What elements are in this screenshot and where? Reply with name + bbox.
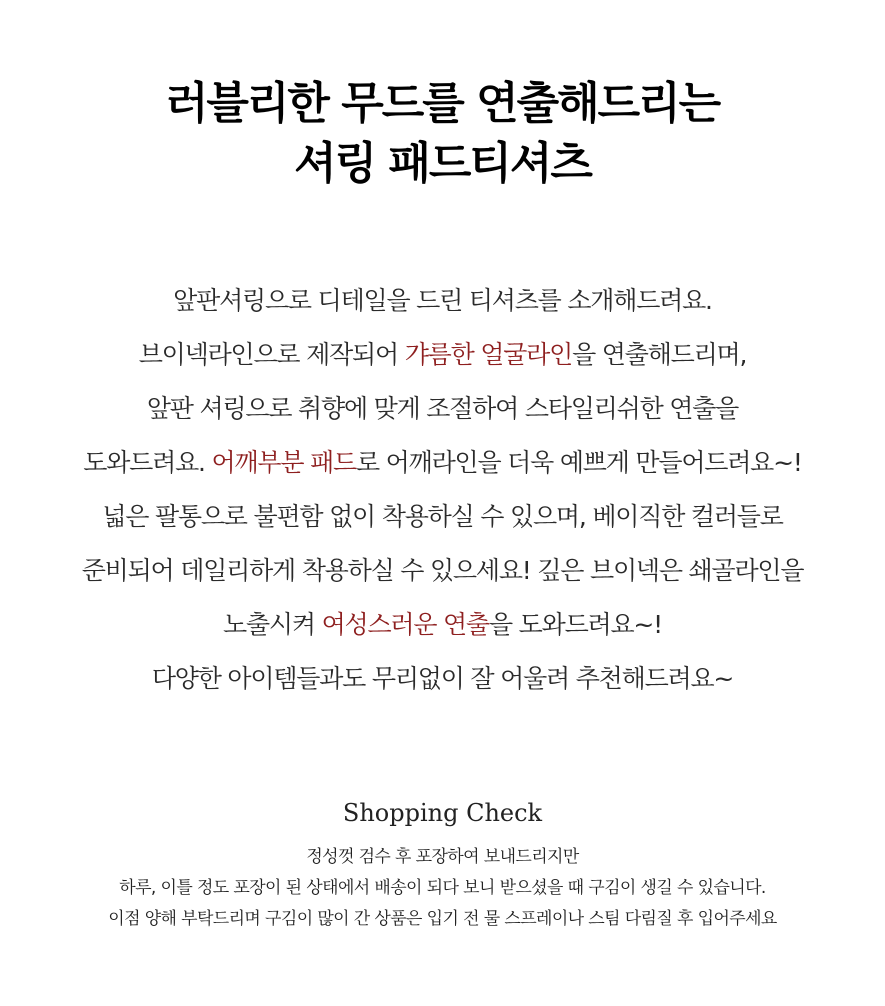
shopping-check-notes bbox=[0, 842, 885, 935]
description-text: 넓은 팔통으로 불편함 없이 착용하실 수 있으며, 베이직한 컬러들로 bbox=[102, 502, 783, 531]
description-text: 을 연출해드리며, bbox=[572, 340, 747, 369]
description-text: 도와드려요. bbox=[83, 448, 212, 477]
highlight-text: 갸름한 얼굴라인 bbox=[404, 340, 573, 369]
description-text: 다양한 아이템들과도 무리없이 잘 어울려 추천해드려요~ bbox=[151, 664, 734, 693]
description-text: 로 어깨라인을 더욱 예쁘게 만들어드려요~! bbox=[355, 448, 802, 477]
product-headline bbox=[0, 74, 885, 194]
highlight-text: 여성스러운 연출 bbox=[321, 610, 489, 639]
description-line bbox=[0, 652, 885, 706]
shopping-check-line: 정성껏 검수 후 포장하여 보내드리지만 bbox=[306, 847, 579, 867]
description-line bbox=[0, 598, 885, 652]
description-text: 노출시켜 bbox=[223, 610, 322, 639]
product-description bbox=[0, 274, 885, 706]
description-line bbox=[0, 382, 885, 436]
description-text: 을 도와드려요~! bbox=[488, 610, 662, 639]
description-text: 앞판셔링으로 디테일을 드린 티셔츠를 소개해드려요. bbox=[173, 286, 712, 315]
description-line bbox=[0, 490, 885, 544]
description-text: 브이넥라인으로 제작되어 bbox=[138, 340, 405, 369]
description-line bbox=[0, 274, 885, 328]
description-line bbox=[0, 328, 885, 382]
description-text: 앞판 셔링으로 취향에 맞게 조절하여 스타일리쉬한 연출을 bbox=[146, 394, 739, 423]
shopping-check-line: 하루, 이틀 정도 포장이 된 상태에서 배송이 되다 보니 받으셨을 때 구김이 생길 수 있습니다. bbox=[119, 878, 766, 898]
headline-line-1: 러블리한 무드를 연출해드리는 bbox=[165, 78, 720, 129]
highlight-text: 어깨부분 패드 bbox=[211, 448, 356, 477]
description-text: 준비되어 데일리하게 착용하실 수 있으세요! 깊은 브이넥은 쇄골라인을 bbox=[81, 556, 804, 585]
shopping-check-title: Shopping Check bbox=[342, 799, 543, 827]
description-line bbox=[0, 436, 885, 490]
shopping-check-line: 이점 양해 부탁드리며 구김이 많이 간 상품은 입기 전 물 스프레이나 스팀 다림질 후 입어주세요 bbox=[108, 909, 777, 929]
description-line bbox=[0, 544, 885, 598]
headline-line-2: 셔링 패드티셔츠 bbox=[294, 138, 591, 189]
